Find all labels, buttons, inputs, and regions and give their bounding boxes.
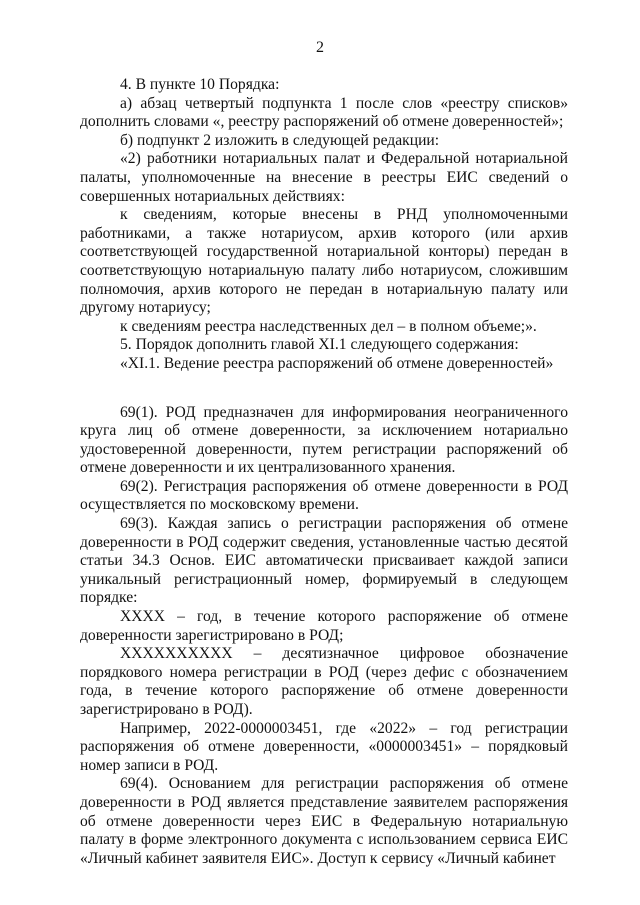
paragraph-subitem-a: а) абзац четвертый подпункта 1 после слов «реестру списков» дополнить словами «, реестру распоряжений об отмене доверенностей»; (80, 94, 568, 131)
paragraph-inheritance-registry: к сведениям реестра наследственных дел – в полном объеме;». (120, 317, 537, 335)
paragraph-rnd-access: к сведениям, которые внесены в РНД уполномоченными работниками, а также нотариусом, архив которого (или архив соответствующей государственной нотариальной конторы) передан в соответствующую нотариальную палату либо нотариусом, сложившим полномочия, архив которого не передан в нотариальную палату или другому нотариусу; (80, 206, 568, 317)
paragraph-69-2: 69(2). Регистрация распоряжения об отмене доверенности в РОД осуществляется по московскому времени. (80, 477, 568, 514)
document-body (80, 76, 568, 868)
paragraph-item-4-intro: 4. В пункте 10 Порядка: (120, 76, 280, 93)
paragraph-69-1: 69(1). РОД предназначен для информирования неограниченного круга лиц об отмене доверенности, за исключением нотариально удостоверенной доверенности, путем регистрации распоряжений об отмене доверенности и их централизованного хранения. (80, 403, 568, 477)
chapter-heading: «XI.1. Ведение реестра распоряжений об отмене доверенностей» (120, 354, 554, 372)
paragraph-69-3: 69(3). Каждая запись о регистрации распоряжения об отмене доверенности в РОД содержит сведения, установленные частью десятой статьи 34.3 Основ. ЕИС автоматически присваивает каждой записи уникальный регистрационный номер, формируемый в следующем порядке: (80, 515, 568, 607)
paragraph-item-5-intro: 5. Порядок дополнить главой XI.1 следующего содержания: (120, 336, 519, 354)
paragraph-serial-code: ХХХХХХХХХХ – десятизначное цифровое обозначение порядкового номера регистрации в РОД (через дефис с обозначением года, в течение которого распоряжение об отмене доверенности зарегистрировано в РОД). (80, 645, 568, 718)
page-number: 2 (316, 39, 324, 56)
paragraph-subitem-b: б) подпункт 2 изложить в следующей редакции: (120, 131, 440, 149)
paragraph-69-4: 69(4). Основанием для регистрации распоряжения об отмене доверенности в РОД является представление заявителем распоряжения об отмене доверенности через ЕИС в Федеральную нотариальную палату в форме электронного документа с использованием сервиса ЕИС «Личный кабинет заявителя ЕИС». Доступ к сервису «Личный кабинет (80, 775, 568, 867)
paragraph-quoted-subitem-2: «2) работники нотариальных палат и Федеральной нотариальной палаты, уполномоченные на внесение в реестры ЕИС сведений о совершенных нотариальных действиях: (80, 150, 568, 205)
paragraph-year-code: ХХХХ – год, в течение которого распоряжение об отмене доверенности зарегистрировано в РОД; (80, 608, 568, 644)
paragraph-example: Например, 2022-0000003451, где «2022» – год регистрации распоряжения об отмене доверенности, «0000003451» – порядковый номер записи в РОД. (80, 719, 568, 774)
